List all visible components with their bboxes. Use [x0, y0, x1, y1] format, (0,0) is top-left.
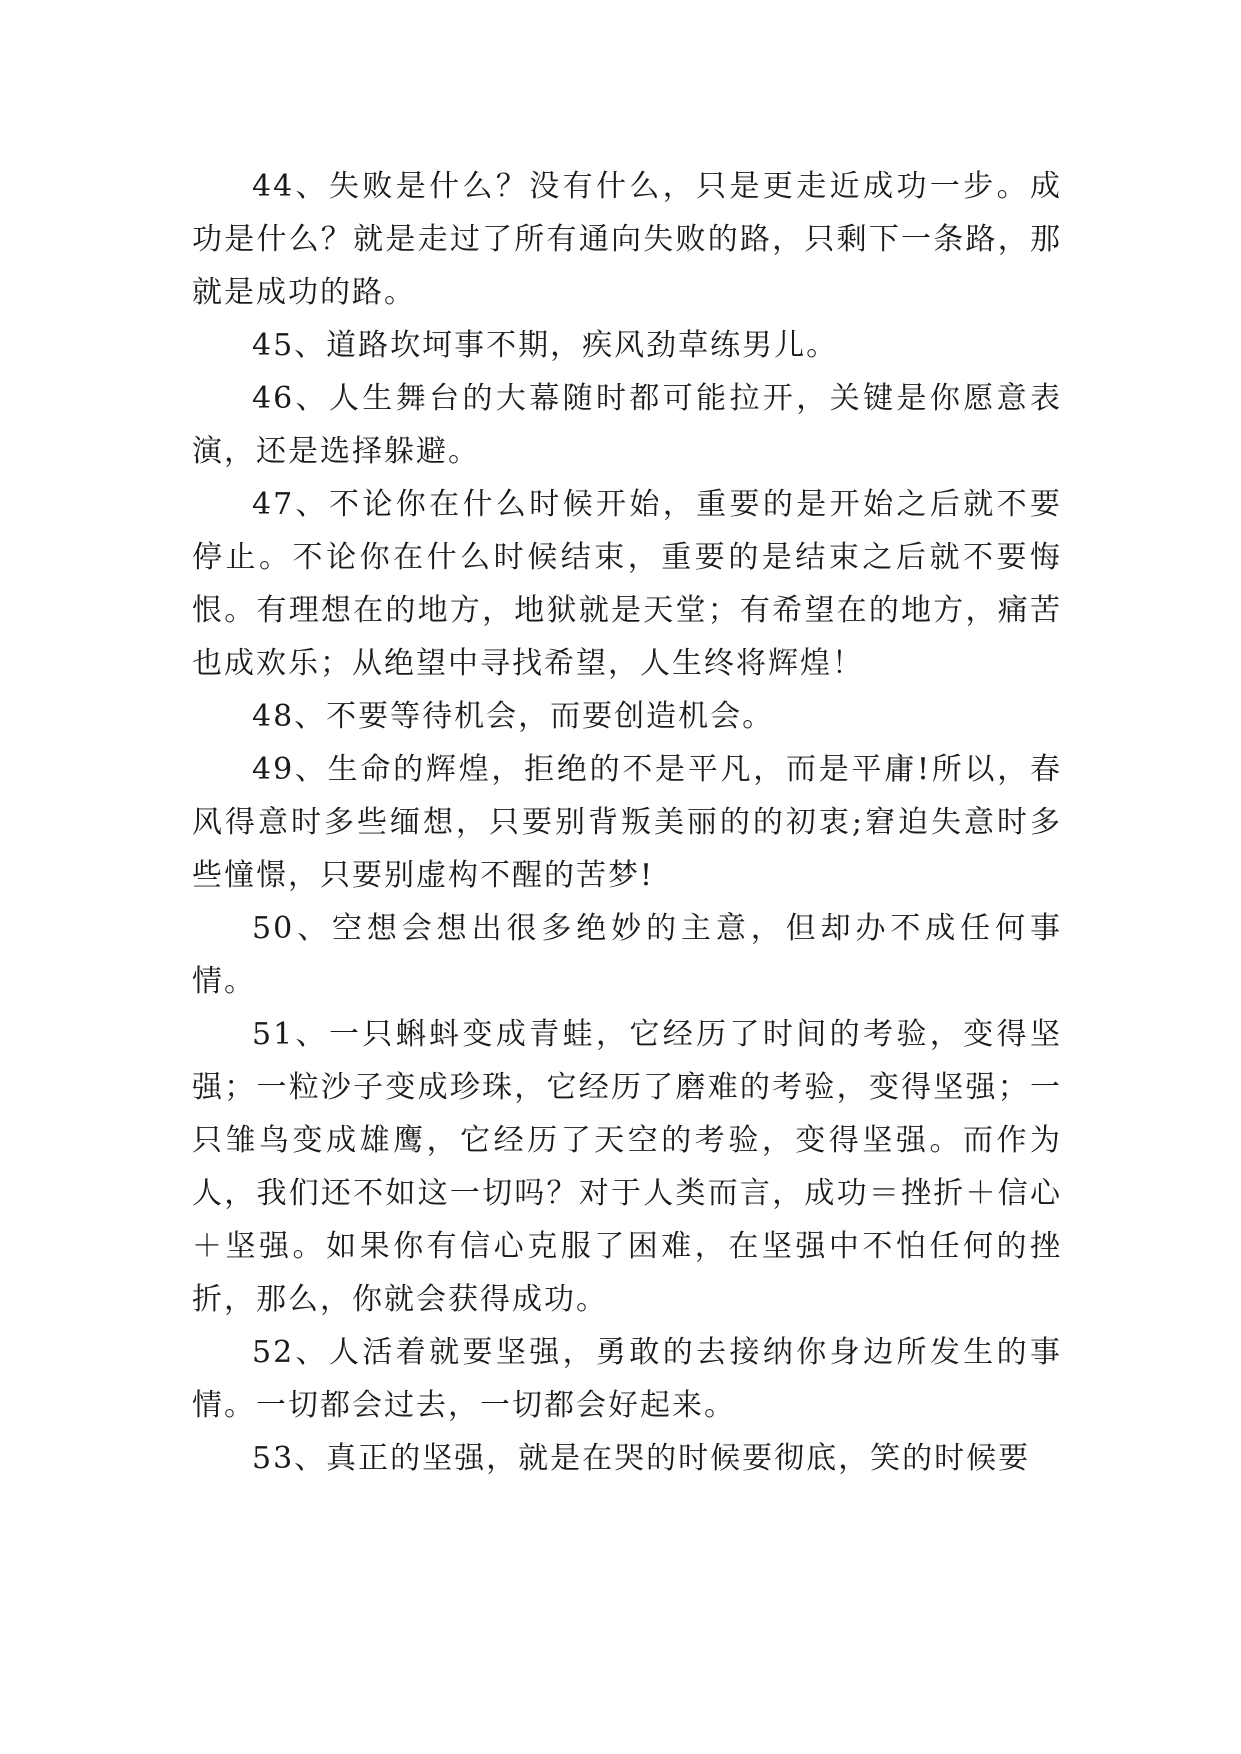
quote-paragraph-50: 50、空想会想出很多绝妙的主意，但却办不成任何事情。	[192, 911, 1062, 999]
quote-paragraph-48: 48、不要等待机会，而要创造机会。	[252, 699, 775, 734]
quote-paragraph-44: 44、失败是什么？没有什么，只是更走近成功一步。成功是什么？就是走过了所有通向失败的路，只剩下一条路，那就是成功的路。	[192, 169, 1062, 310]
quote-paragraph-47: 47、不论你在什么时候开始，重要的是开始之后就不要停止。不论你在什么时候结束，重要的是结束之后就不要悔恨。有理想在的地方，地狱就是天堂；有希望在的地方，痛苦也成欢乐；从绝望中寻找希望，人生终将辉煌！	[192, 487, 1062, 681]
document-body	[192, 160, 1062, 1485]
quote-paragraph-51: 51、一只蝌蚪变成青蛙，它经历了时间的考验，变得坚强；一粒沙子变成珍珠，它经历了磨难的考验，变得坚强；一只雏鸟变成雄鹰，它经历了天空的考验，变得坚强。而作为人，我们还不如这一切吗？对于人类而言，成功＝挫折＋信心＋坚强。如果你有信心克服了困难，在坚强中不怕任何的挫折，那么，你就会获得成功。	[192, 1017, 1062, 1317]
quote-paragraph-45: 45、道路坎坷事不期，疾风劲草练男儿。	[252, 328, 839, 363]
quote-paragraph-49: 49、生命的辉煌，拒绝的不是平凡，而是平庸!所以，春风得意时多些缅想，只要别背叛美丽的的初衷;窘迫失意时多些憧憬，只要别虚构不醒的苦梦!	[192, 752, 1062, 893]
quote-paragraph-46: 46、人生舞台的大幕随时都可能拉开，关键是你愿意表演，还是选择躲避。	[192, 381, 1062, 469]
quote-paragraph-53: 53、真正的坚强，就是在哭的时候要彻底，笑的时候要	[252, 1441, 1031, 1476]
quote-paragraph-52: 52、人活着就要坚强，勇敢的去接纳你身边所发生的事情。一切都会过去，一切都会好起来。	[192, 1335, 1062, 1423]
